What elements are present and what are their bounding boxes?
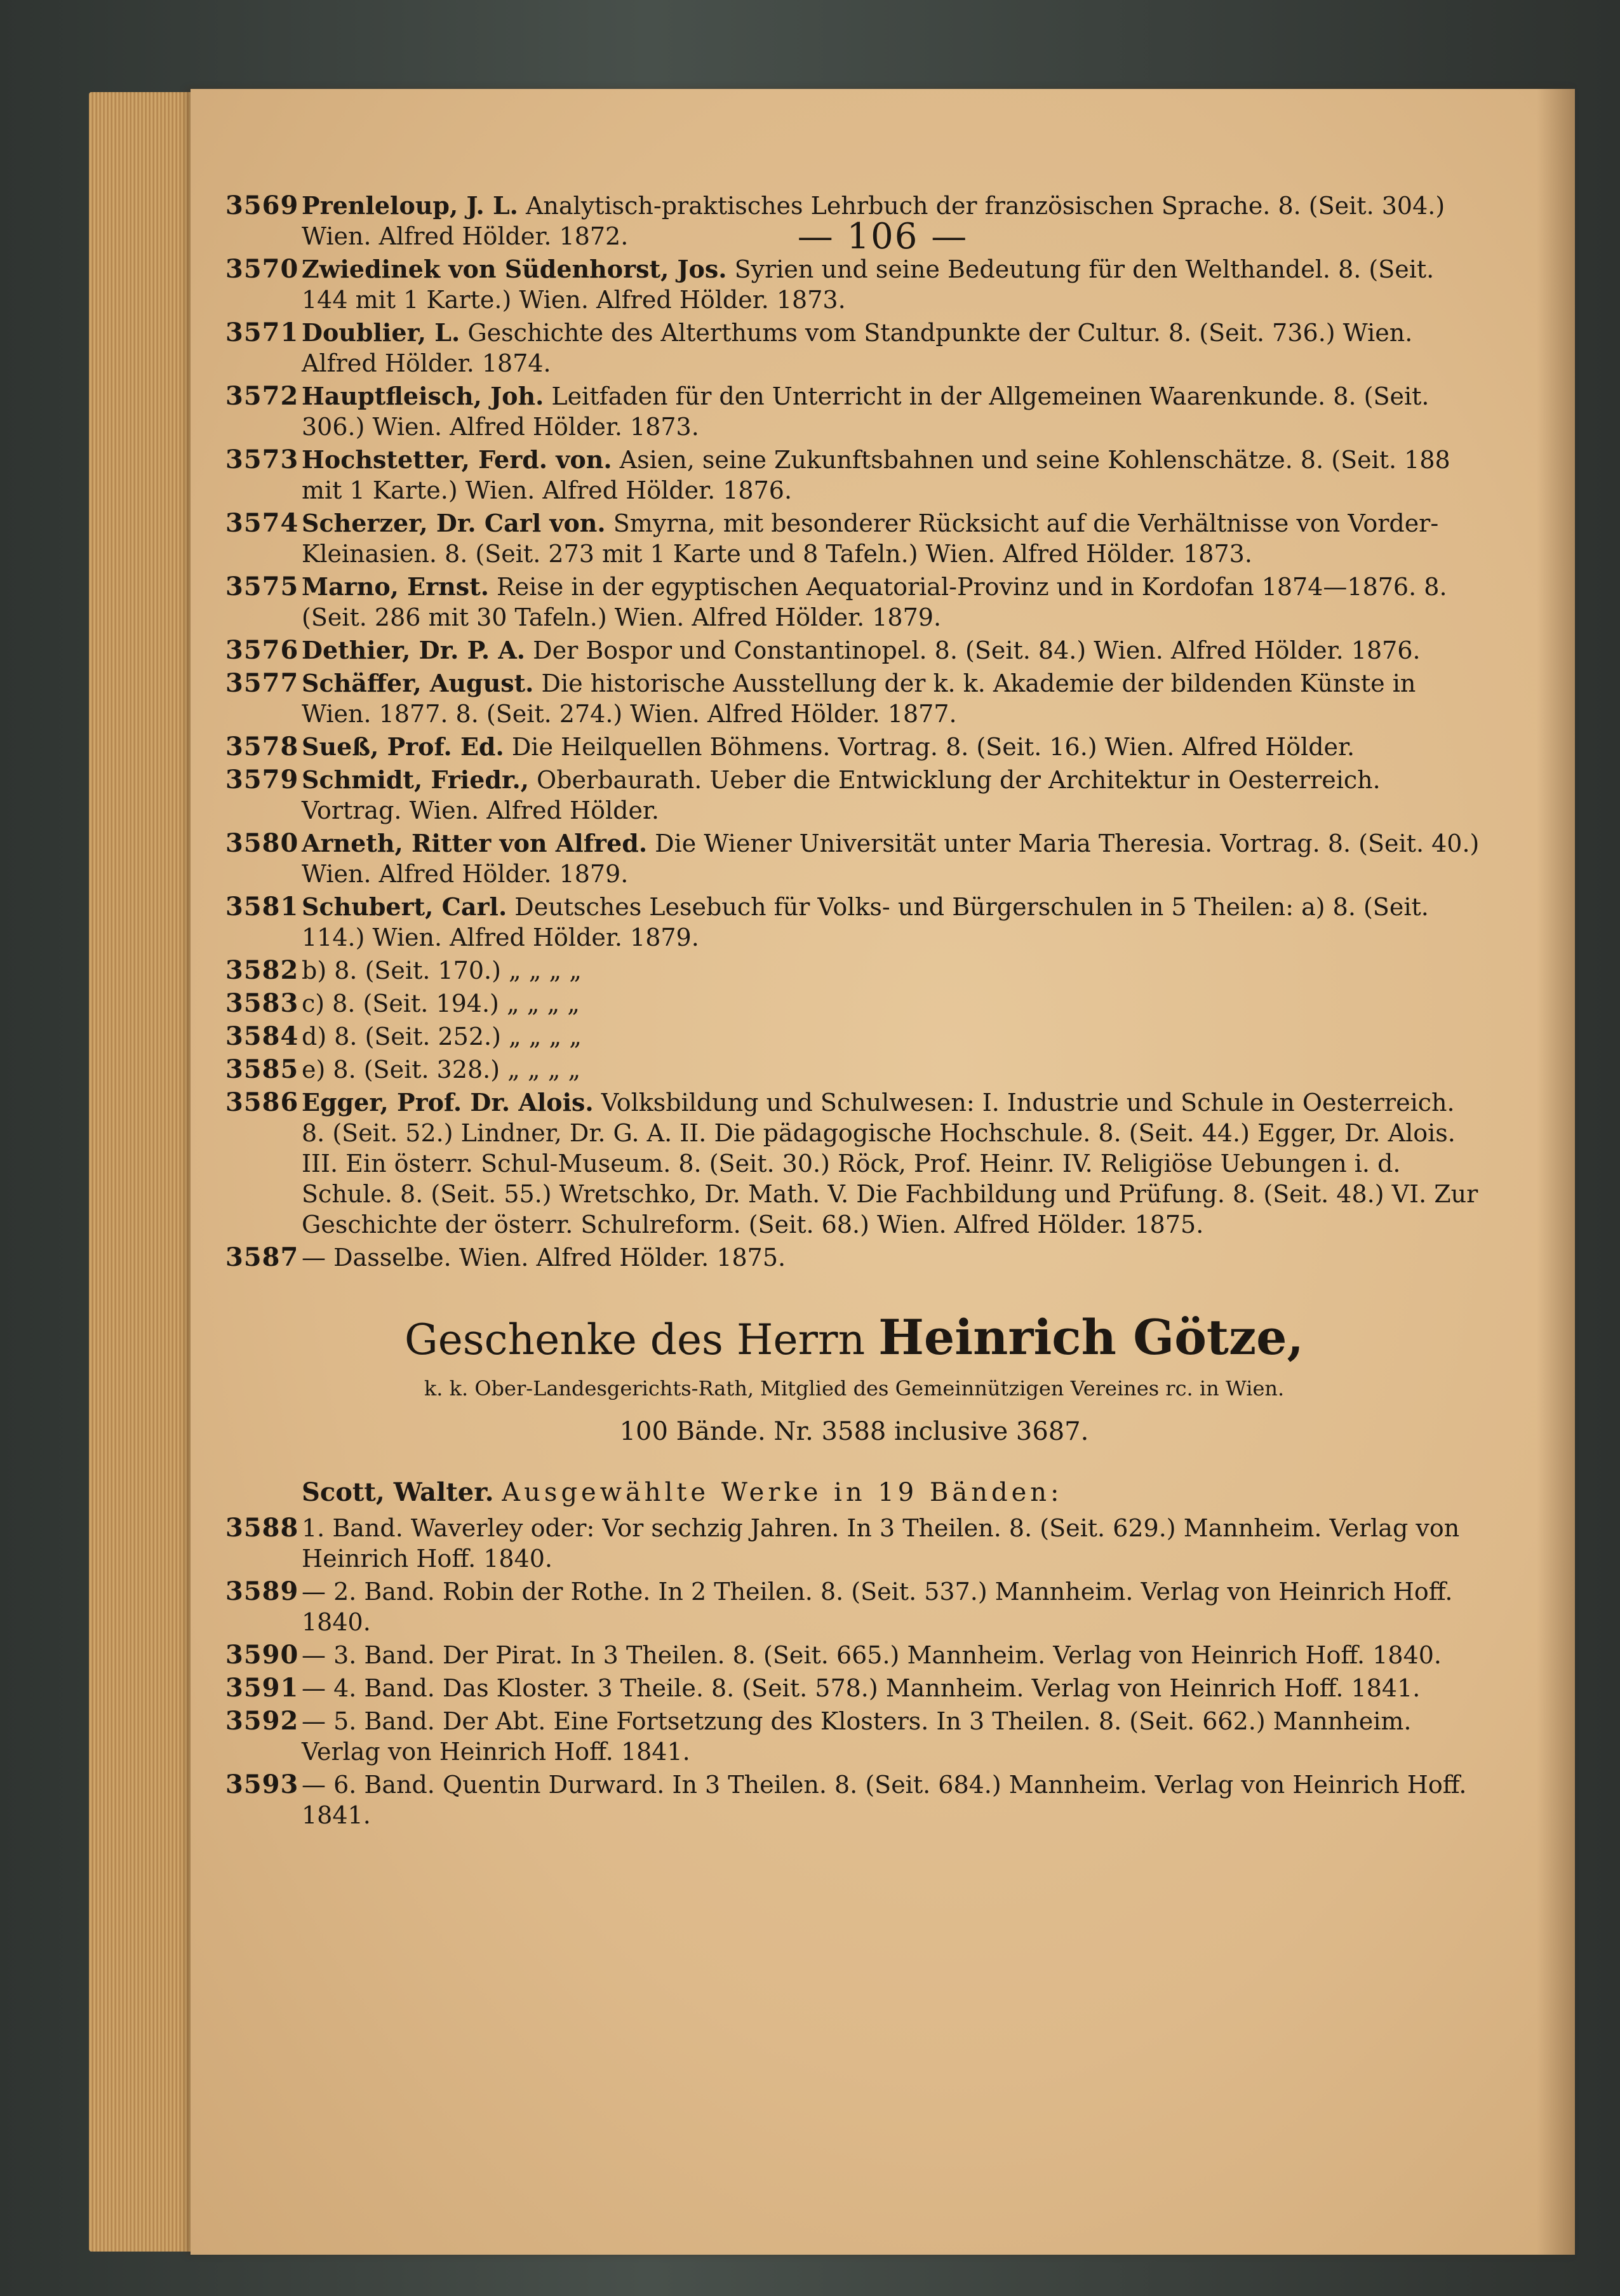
- catalog-entry: [225, 955, 1483, 986]
- entry-number: 3592: [225, 1706, 299, 1736]
- entry-text: Syrien und seine Bedeutung für den Welthandel. 8. (Seit. 144 mit 1 Karte.) Wien. Alfred Hölder. 1873.: [302, 255, 1435, 314]
- entry-text: Geschichte des Alterthums vom Standpunkte der Cultur. 8. (Seit. 736.) Wien. Alfred Hölder. 1874.: [302, 319, 1413, 377]
- catalog-entry: [225, 445, 1483, 506]
- catalog-entry: [225, 828, 1483, 889]
- entry-number: 3584: [225, 1021, 299, 1051]
- entry-text: Analytisch-praktisches Lehrbuch der französischen Sprache. 8. (Seit. 304.) Wien. Alfred Hölder. 1872.: [302, 192, 1445, 250]
- entry-author: Hauptfleisch, Joh.: [302, 382, 544, 410]
- series-heading: [225, 1475, 1483, 1510]
- entry-number: 3582: [225, 955, 299, 985]
- entry-number: 3572: [225, 381, 299, 411]
- entry-text: Oberbaurath. Ueber die Entwicklung der Architektur in Oesterreich. Vortrag. Wien. Alfred Hölder.: [302, 766, 1381, 824]
- catalog-entry: [225, 572, 1483, 633]
- entry-text: — 6. Band. Quentin Durward. In 3 Theilen. 8. (Seit. 684.) Mannheim. Verlag von Heinrich Hoff. 1841.: [302, 1771, 1467, 1829]
- entry-author: Hochstetter, Ferd. von.: [302, 445, 612, 474]
- entry-author: Arneth, Ritter von Alfred.: [302, 829, 648, 857]
- entry-author: Marno, Ernst.: [302, 572, 489, 601]
- catalog-entry: [225, 1576, 1483, 1637]
- entry-text: b) 8. (Seit. 170.) „ „ „ „: [302, 957, 582, 984]
- entry-author: Dethier, Dr. P. A.: [302, 636, 526, 664]
- entry-text: Die historische Ausstellung der k. k. Akademie der bildenden Künste in Wien. 1877. 8. (Seit. 274.) Wien. Alfred Hölder. 1877.: [302, 669, 1416, 728]
- catalog-entry: [225, 1021, 1483, 1052]
- entry-number: 3580: [225, 828, 299, 858]
- entry-author: Scherzer, Dr. Carl von.: [302, 509, 606, 537]
- entry-text: 1. Band. Waverley oder: Vor sechzig Jahren. In 3 Theilen. 8. (Seit. 629.) Mannheim. Verlag von Heinrich Hoff. 1840.: [302, 1514, 1460, 1573]
- catalog-entry: [225, 668, 1483, 729]
- catalog-entry: [225, 381, 1483, 442]
- entry-author: Egger, Prof. Dr. Alois.: [302, 1088, 594, 1117]
- entry-number: 3586: [225, 1087, 299, 1117]
- catalog-entry: [225, 191, 1483, 252]
- catalog-entry: [225, 254, 1483, 315]
- entry-text: Die Heilquellen Böhmens. Vortrag. 8. (Seit. 16.) Wien. Alfred Hölder.: [511, 733, 1355, 761]
- entry-number: 3585: [225, 1054, 299, 1084]
- entry-number: 3577: [225, 668, 299, 698]
- catalog-entry: [225, 1640, 1483, 1670]
- catalog-entries: [225, 191, 1483, 1833]
- entry-text: — 2. Band. Robin der Rothe. In 2 Theilen. 8. (Seit. 537.) Mannheim. Verlag von Heinrich Hoff. 1840.: [302, 1578, 1453, 1636]
- series-works: Ausgewählte Werke in 19 Bänden:: [502, 1478, 1063, 1507]
- entry-text: Asien, seine Zukunftsbahnen und seine Kohlenschätze. 8. (Seit. 188 mit 1 Karte.) Wien. Alfred Hölder. 1876.: [302, 446, 1450, 504]
- catalog-entry: [225, 1513, 1483, 1574]
- entry-author: Prenleloup, J. L.: [302, 191, 518, 220]
- section-title: [225, 1311, 1483, 1367]
- entry-number: 3588: [225, 1513, 299, 1543]
- page-gutter: [1537, 89, 1575, 2255]
- entry-number: 3579: [225, 765, 299, 795]
- catalog-entry: [225, 765, 1483, 826]
- entry-text: — 4. Band. Das Kloster. 3 Theile. 8. (Seit. 578.) Mannheim. Verlag von Heinrich Hoff. 1841.: [302, 1674, 1421, 1702]
- entry-text: — 5. Band. Der Abt. Eine Fortsetzung des Klosters. In 3 Theilen. 8. (Seit. 662.) Mannheim. Verlag von Heinrich Hoff. 1841.: [302, 1707, 1412, 1766]
- entry-number: 3576: [225, 635, 299, 665]
- catalog-entry: [225, 1087, 1483, 1240]
- entry-number: 3570: [225, 254, 299, 284]
- entry-text: Leitfaden für den Unterricht in der Allgemeinen Waarenkunde. 8. (Seit. 306.) Wien. Alfred Hölder. 1873.: [302, 382, 1429, 441]
- entry-author: Doublier, L.: [302, 318, 460, 347]
- series-author: Scott, Walter.: [302, 1477, 494, 1507]
- entry-text: Smyrna, mit besonderer Rücksicht auf die Verhältnisse von Vorder-Kleinasien. 8. (Seit. 273 mit 1 Karte und 8 Tafeln.) Wien. Alfred Hölder. 1873.: [302, 509, 1439, 568]
- entry-text: e) 8. (Seit. 328.) „ „ „ „: [302, 1056, 581, 1084]
- donor-description: k. k. Ober-Landesgerichts-Rath, Mitglied des Gemeinnützigen Vereines rc. in Wien.: [424, 1376, 1285, 1400]
- entry-text: — Dasselbe. Wien. Alfred Hölder. 1875.: [302, 1244, 786, 1272]
- entry-number: 3571: [225, 318, 299, 347]
- catalog-entry: [225, 508, 1483, 569]
- entry-number: 3575: [225, 572, 299, 601]
- entry-text: Reise in der egyptischen Aequatorial-Provinz und in Kordofan 1874—1876. 8. (Seit. 286 mit 30 Tafeln.) Wien. Alfred Hölder. 1879.: [302, 573, 1447, 631]
- entry-text: c) 8. (Seit. 194.) „ „ „ „: [302, 990, 580, 1017]
- entry-number: 3587: [225, 1242, 299, 1272]
- catalog-entry: [225, 1242, 1483, 1273]
- entry-author: Zwiedinek von Südenhorst, Jos.: [302, 255, 727, 283]
- volume-count: 100 Bände. Nr. 3588 inclusive 3687.: [619, 1417, 1089, 1446]
- entry-number: 3593: [225, 1769, 299, 1799]
- entry-number: 3590: [225, 1640, 299, 1670]
- entry-number: 3569: [225, 191, 299, 220]
- catalog-entry: [225, 1706, 1483, 1767]
- catalog-entry: [225, 1769, 1483, 1830]
- entry-author: Schubert, Carl.: [302, 892, 507, 921]
- entry-list: [225, 191, 1483, 1273]
- entry-text: Volksbildung und Schulwesen: I. Industrie und Schule in Oesterreich. 8. (Seit. 52.) Lindner, Dr. G. A. II. Die pädagogische Hochschule. 8. (Seit. 44.) Egger, Dr. Alois. III. Ein österr. Schul-Museum. 8. (Seit. 30.) Röck, Prof. Heinr. IV. Religiöse Uebungen i. d. Schule. 8. (Seit. 55.) Wretschko, Dr. Math. V. Die Fachbildung und Prüfung. 8. (Seit. 48.) VI. Zur Geschichte der österr. Schulreform. (Seit. 68.) Wien. Alfred Hölder. 1875.: [302, 1089, 1478, 1239]
- entry-author: Schäffer, August.: [302, 669, 534, 697]
- section-title-prefix: Geschenke des Herrn: [405, 1315, 866, 1364]
- entry-author: Sueß, Prof. Ed.: [302, 732, 504, 761]
- catalog-entry: [225, 635, 1483, 666]
- entry-list-scott: [225, 1513, 1483, 1830]
- entry-author: Schmidt, Friedr.,: [302, 765, 529, 794]
- catalog-entry: [225, 892, 1483, 953]
- donation-section-header: [225, 1311, 1483, 1449]
- entry-text: d) 8. (Seit. 252.) „ „ „ „: [302, 1023, 582, 1051]
- catalog-entry: [225, 1054, 1483, 1085]
- entry-text: Der Bospor und Constantinopel. 8. (Seit. 84.) Wien. Alfred Hölder. 1876.: [533, 636, 1421, 664]
- entry-number: 3589: [225, 1576, 299, 1606]
- entry-number: 3581: [225, 892, 299, 922]
- entry-text: Die Wiener Universität unter Maria Theresia. Vortrag. 8. (Seit. 40.) Wien. Alfred Hölder. 1879.: [302, 829, 1480, 888]
- catalog-entry: [225, 988, 1483, 1019]
- entry-text: — 3. Band. Der Pirat. In 3 Theilen. 8. (Seit. 665.) Mannheim. Verlag von Heinrich Hoff. 1840.: [302, 1641, 1442, 1669]
- catalog-entry: [225, 318, 1483, 379]
- entry-text: Deutsches Lesebuch für Volks- und Bürgerschulen in 5 Theilen: a) 8. (Seit. 114.) Wien. Alfred Hölder. 1879.: [302, 893, 1429, 951]
- entry-number: 3591: [225, 1673, 299, 1703]
- entry-number: 3574: [225, 508, 299, 538]
- entry-number: 3578: [225, 732, 299, 762]
- entry-number: 3583: [225, 988, 299, 1018]
- page-number: — 106 —: [797, 216, 968, 257]
- catalog-entry: [225, 1673, 1483, 1703]
- donor-name: Heinrich Götze,: [878, 1309, 1304, 1366]
- entry-number: 3573: [225, 445, 299, 474]
- catalog-entry: [225, 732, 1483, 762]
